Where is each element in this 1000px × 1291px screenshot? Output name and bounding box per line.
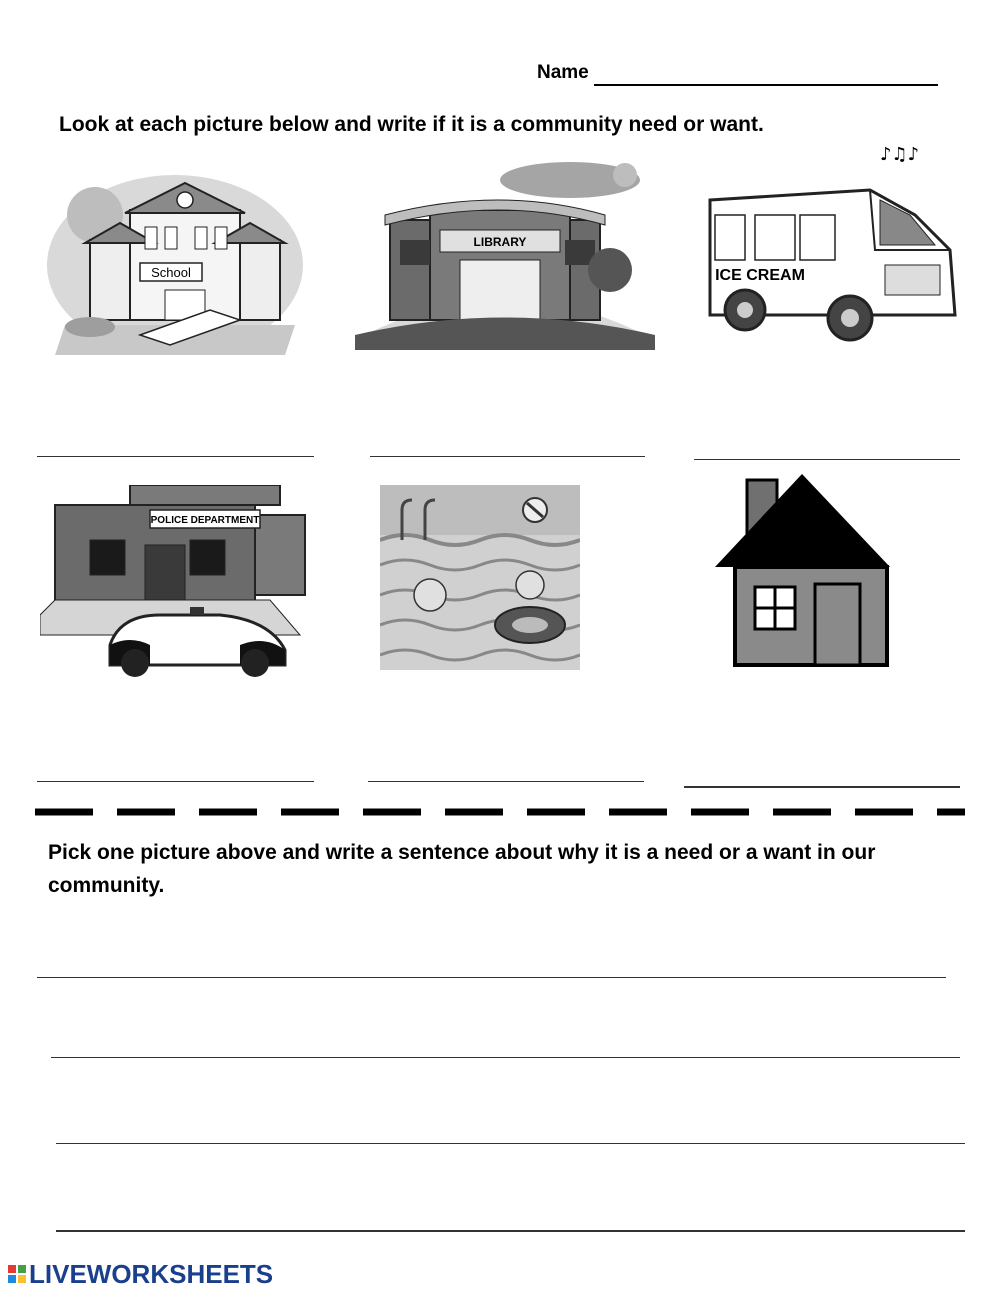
logo-text: LIVEWORKSHEETS bbox=[29, 1258, 274, 1289]
writing-line[interactable] bbox=[51, 1057, 960, 1058]
swimming-pool-icon bbox=[380, 485, 580, 670]
writing-line[interactable] bbox=[56, 1143, 965, 1144]
answer-line-house[interactable] bbox=[684, 786, 960, 788]
answer-line-school[interactable] bbox=[37, 456, 314, 457]
school-sign-text: School bbox=[151, 265, 191, 280]
answer-line-swimming-pool[interactable] bbox=[368, 781, 644, 782]
name-label: Name bbox=[537, 62, 589, 83]
police-sign-text: POLICE DEPARTMENT bbox=[150, 515, 260, 526]
house-icon bbox=[715, 472, 890, 667]
answer-line-library[interactable] bbox=[370, 456, 645, 457]
sentence-prompt: Pick one picture above and write a sentence about why it is a need or a want in our community. bbox=[48, 841, 876, 897]
name-field[interactable] bbox=[594, 84, 938, 86]
ice-cream-truck-text: ICE CREAM bbox=[715, 267, 805, 284]
ice-cream-truck-icon bbox=[700, 140, 962, 345]
svg-text:♪♫♪: ♪♫♪ bbox=[880, 144, 920, 165]
writing-line[interactable] bbox=[56, 1230, 965, 1232]
answer-line-police-department[interactable] bbox=[37, 781, 314, 782]
police-department-icon bbox=[40, 485, 312, 680]
library-sign-text: LIBRARY bbox=[473, 235, 527, 249]
library-icon bbox=[355, 150, 660, 350]
dashed-divider bbox=[35, 803, 965, 811]
liveworksheets-logo bbox=[8, 1258, 273, 1290]
logo-squares-icon bbox=[8, 1265, 26, 1283]
school-icon bbox=[45, 165, 310, 360]
answer-line-ice-cream-truck[interactable] bbox=[694, 459, 960, 460]
instructions-text: Look at each picture below and write if it is a community need or want. bbox=[59, 113, 764, 136]
writing-line[interactable] bbox=[37, 977, 946, 978]
